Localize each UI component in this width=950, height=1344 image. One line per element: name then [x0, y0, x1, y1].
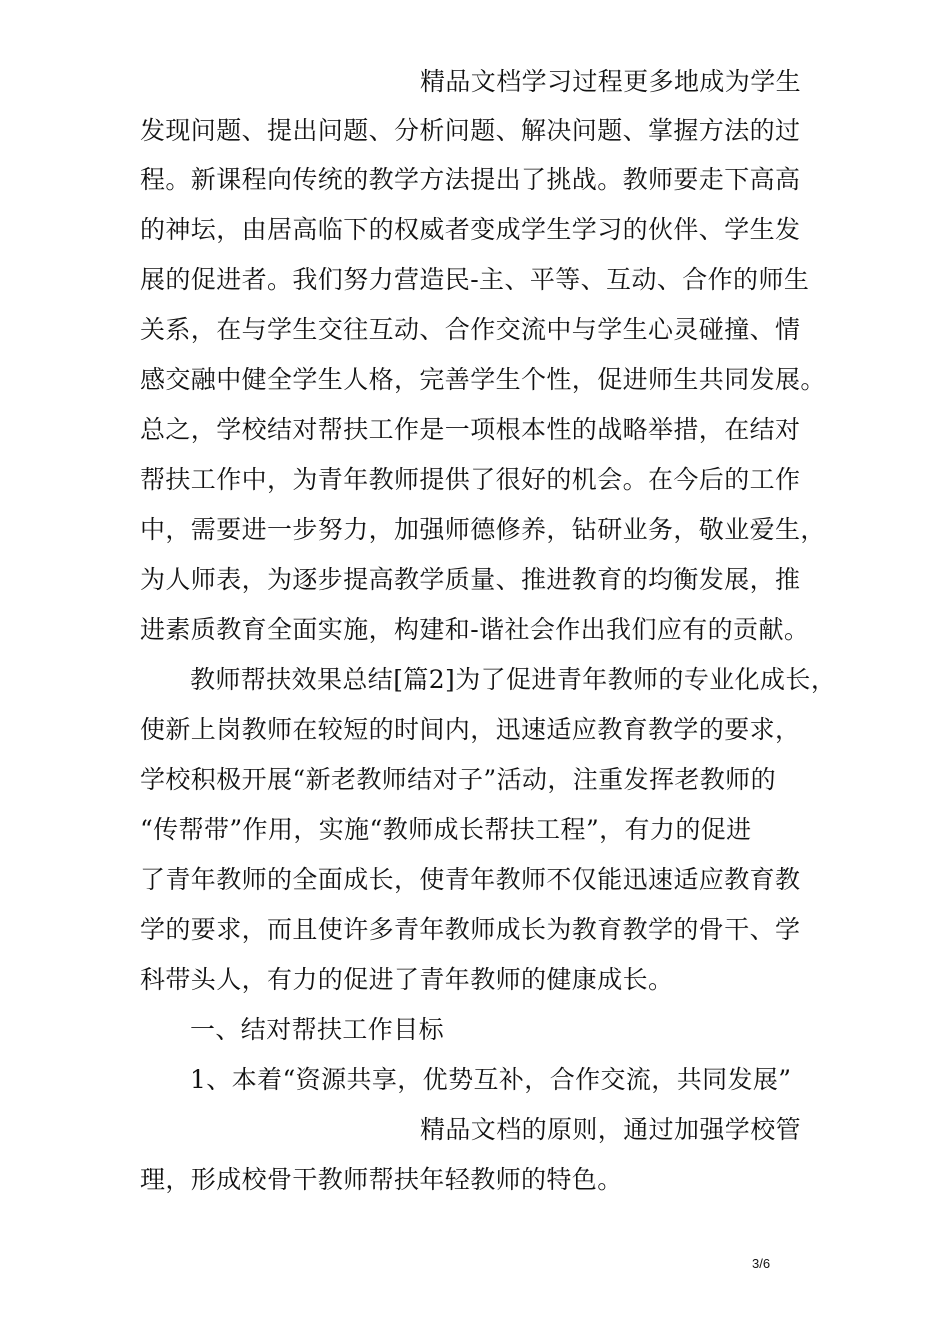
text-line: 理，形成校骨干教师帮扶年轻教师的特色。: [140, 1165, 623, 1194]
text-line: 的神坛，由居高临下的权威者变成学生学习的伙伴、学生发: [140, 215, 801, 244]
text-line: 感交融中健全学生人格，完善学生个性，促进师生共同发展。: [140, 365, 826, 394]
list-item-line: 1、本着“资源共享，优势互补，合作交流，共同发展”: [190, 1065, 792, 1094]
text-line: 发现问题、提出问题、分析问题、解决问题、掌握方法的过: [140, 116, 801, 145]
paragraph-heading-line: 教师帮扶效果总结[篇2]为了促进青年教师的专业化成长，: [190, 665, 837, 694]
text-line: “传帮带”作用，实施“教师成长帮扶工程”，有力的促进: [140, 815, 752, 844]
text-line: 科带头人，有力的促进了青年教师的健康成长。: [140, 965, 674, 994]
text-line: 了青年教师的全面成长，使青年教师不仅能迅速适应教育教: [140, 865, 801, 894]
text-line: 学的要求，而且使许多青年教师成长为教育教学的骨干、学: [140, 915, 801, 944]
text-line: 精品文档的原则，通过加强学校管: [420, 1115, 802, 1144]
section-heading: 一、结对帮扶工作目标: [190, 1015, 445, 1044]
text-line: 程。新课程向传统的教学方法提出了挑战。教师要走下高高: [140, 165, 801, 194]
page-number: 3/6: [752, 1256, 771, 1271]
text-line: 总之，学校结对帮扶工作是一项根本性的战略举措，在结对: [140, 415, 801, 444]
text-line: 学校积极开展“新老教师结对子”活动，注重发挥老教师的: [140, 765, 776, 794]
text-line: 精品文档学习过程更多地成为学生: [420, 67, 802, 96]
text-line: 为人师表，为逐步提高教学质量、推进教育的均衡发展，推: [140, 565, 801, 594]
text-line: 使新上岗教师在较短的时间内，迅速适应教育教学的要求，: [140, 715, 801, 744]
text-line: 中，需要进一步努力，加强师德修养，钻研业务，敬业爱生，: [140, 515, 826, 544]
text-line: 进素质教育全面实施，构建和-谐社会作出我们应有的贡献。: [140, 615, 810, 644]
text-line: 展的促进者。我们努力营造民-主、平等、互动、合作的师生: [140, 265, 810, 294]
text-line: 帮扶工作中，为青年教师提供了很好的机会。在今后的工作: [140, 465, 801, 494]
text-line: 关系，在与学生交往互动、合作交流中与学生心灵碰撞、情: [140, 315, 801, 344]
